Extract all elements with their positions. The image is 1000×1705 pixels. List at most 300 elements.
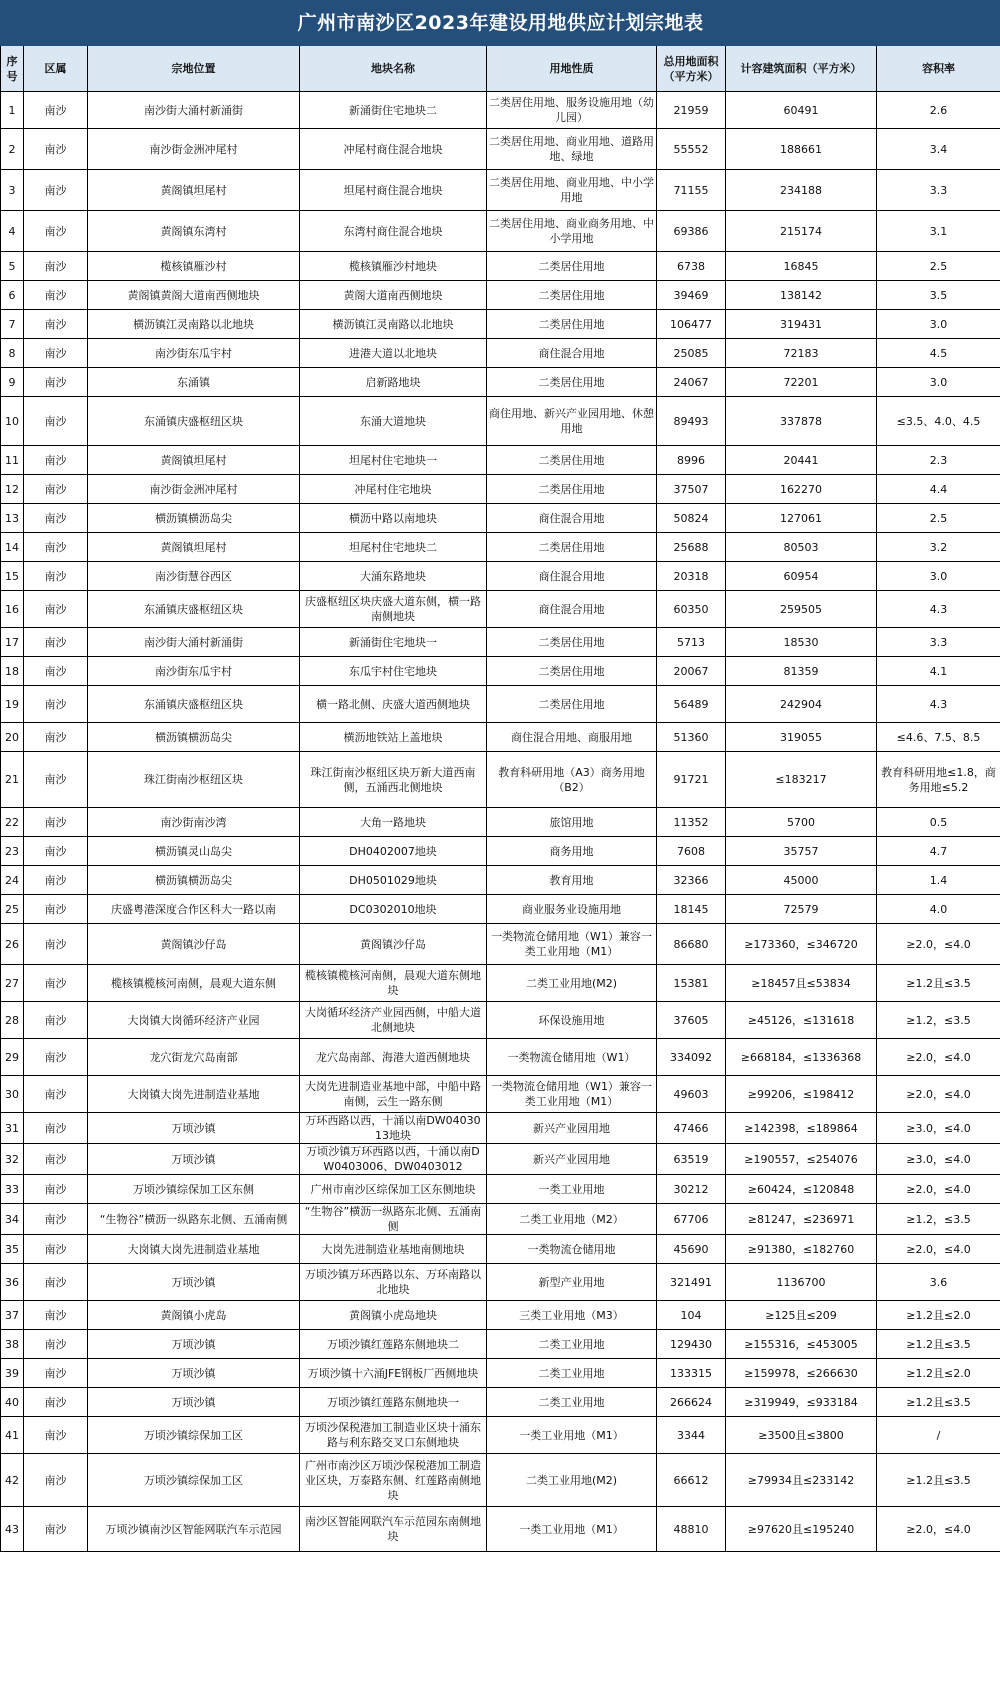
cell-name: DH0501029地块: [300, 866, 487, 895]
cell-name: 大岗先进制造业基地中部，中船中路南侧，云生一路东侧: [300, 1076, 487, 1113]
table-row: [1, 723, 1000, 752]
cell-district: 南沙: [24, 504, 88, 533]
cell-location: 万顷沙镇综保加工区: [88, 1417, 300, 1454]
cell-district: 南沙: [24, 723, 88, 752]
cell-location: 万顷沙镇: [88, 1388, 300, 1417]
cell-far: ≥1.2且≤3.5: [877, 965, 1000, 1002]
table-row: [1, 1002, 1000, 1039]
cell-seq: 27: [1, 965, 24, 1002]
cell-district: 南沙: [24, 895, 88, 924]
table-row: [1, 1264, 1000, 1301]
cell-district: 南沙: [24, 339, 88, 368]
cell-district: 南沙: [24, 368, 88, 397]
table-row: [1, 591, 1000, 628]
cell-district: 南沙: [24, 562, 88, 591]
cell-location: 庆盛粤港深度合作区科大一路以南: [88, 895, 300, 924]
cell-floor: 81359: [726, 657, 877, 686]
table-row: [1, 1204, 1000, 1235]
table-row: [1, 895, 1000, 924]
cell-seq: 33: [1, 1175, 24, 1204]
cell-floor: 337878: [726, 397, 877, 446]
table-row: [1, 752, 1000, 808]
cell-location: 万顷沙镇综保加工区东侧: [88, 1175, 300, 1204]
cell-far: ≤3.5、4.0、4.5: [877, 397, 1000, 446]
cell-floor: ≥60424，≤120848: [726, 1175, 877, 1204]
cell-district: 南沙: [24, 657, 88, 686]
cell-name: 新涌街住宅地块一: [300, 628, 487, 657]
cell-floor: 80503: [726, 533, 877, 562]
cell-name: “生物谷”横沥一纵路东北侧、五涌南侧: [300, 1204, 487, 1235]
cell-district: 南沙: [24, 1264, 88, 1301]
cell-area: 6738: [657, 252, 726, 281]
cell-floor: 5700: [726, 808, 877, 837]
header-far: 容积率: [877, 46, 1000, 92]
cell-floor: 16845: [726, 252, 877, 281]
cell-seq: 24: [1, 866, 24, 895]
table-row: [1, 310, 1000, 339]
cell-area: 71155: [657, 170, 726, 211]
cell-location: 万顷沙镇: [88, 1330, 300, 1359]
cell-far: /: [877, 1417, 1000, 1454]
table-row: [1, 475, 1000, 504]
cell-district: 南沙: [24, 533, 88, 562]
cell-seq: 40: [1, 1388, 24, 1417]
cell-area: 15381: [657, 965, 726, 1002]
cell-use: 新兴产业园用地: [487, 1113, 657, 1144]
cell-floor: 72201: [726, 368, 877, 397]
cell-floor: ≥79934且≤233142: [726, 1454, 877, 1507]
table-row: [1, 129, 1000, 170]
cell-use: 二类居住用地: [487, 252, 657, 281]
cell-district: 南沙: [24, 397, 88, 446]
cell-floor: 45000: [726, 866, 877, 895]
cell-name: 万顷沙镇十六涌JFE钢板厂西侧地块: [300, 1359, 487, 1388]
cell-use: 旅馆用地: [487, 808, 657, 837]
cell-district: 南沙: [24, 446, 88, 475]
cell-floor: ≥142398，≤189864: [726, 1113, 877, 1144]
cell-far: 4.5: [877, 339, 1000, 368]
cell-use: 商住混合用地: [487, 339, 657, 368]
cell-district: 南沙: [24, 1417, 88, 1454]
cell-use: 商住混合用地: [487, 562, 657, 591]
cell-district: 南沙: [24, 1076, 88, 1113]
cell-far: 3.2: [877, 533, 1000, 562]
table-row: [1, 1144, 1000, 1175]
cell-location: 黄阁镇坦尾村: [88, 446, 300, 475]
cell-far: 4.0: [877, 895, 1000, 924]
cell-use: 二类居住用地: [487, 686, 657, 723]
cell-district: 南沙: [24, 1359, 88, 1388]
cell-seq: 1: [1, 92, 24, 129]
cell-area: 49603: [657, 1076, 726, 1113]
cell-location: 珠江街南沙枢纽区块: [88, 752, 300, 808]
cell-far: 4.7: [877, 837, 1000, 866]
header-floor: 计容建筑面积（平方米）: [726, 46, 877, 92]
cell-area: 60350: [657, 591, 726, 628]
cell-floor: ≥99206，≤198412: [726, 1076, 877, 1113]
title-row: [1, 1, 1000, 46]
cell-name: 新涌街住宅地块二: [300, 92, 487, 129]
cell-seq: 5: [1, 252, 24, 281]
cell-district: 南沙: [24, 1330, 88, 1359]
cell-floor: ≥91380，≤182760: [726, 1235, 877, 1264]
cell-name: 大涌东路地块: [300, 562, 487, 591]
cell-far: 3.0: [877, 368, 1000, 397]
cell-far: ≥1.2，≤3.5: [877, 1204, 1000, 1235]
cell-name: 万环西路以西，十涌以南DW0403013地块: [300, 1113, 487, 1144]
cell-area: 18145: [657, 895, 726, 924]
cell-far: 4.1: [877, 657, 1000, 686]
cell-district: 南沙: [24, 1039, 88, 1076]
cell-seq: 41: [1, 1417, 24, 1454]
table-row: [1, 628, 1000, 657]
cell-use: 一类工业用地（M1）: [487, 1417, 657, 1454]
cell-use: 商务用地: [487, 837, 657, 866]
cell-use: 商业服务业设施用地: [487, 895, 657, 924]
cell-use: 二类工业用地: [487, 1330, 657, 1359]
cell-floor: ≥668184，≤1336368: [726, 1039, 877, 1076]
table-row: [1, 1235, 1000, 1264]
cell-location: 南沙街金洲冲尾村: [88, 475, 300, 504]
cell-area: 5713: [657, 628, 726, 657]
cell-name: 万顷沙镇万环西路以西，十涌以南DW0403006、DW0403012: [300, 1144, 487, 1175]
cell-district: 南沙: [24, 475, 88, 504]
cell-name: 冲尾村商住混合地块: [300, 129, 487, 170]
cell-seq: 23: [1, 837, 24, 866]
header-row: [1, 46, 1000, 92]
cell-far: 4.3: [877, 686, 1000, 723]
cell-name: 启新路地块: [300, 368, 487, 397]
cell-location: 万顷沙镇南沙区智能网联汽车示范园: [88, 1507, 300, 1552]
cell-name: 万顷沙镇红莲路东侧地块一: [300, 1388, 487, 1417]
cell-floor: ≥3500且≤3800: [726, 1417, 877, 1454]
cell-seq: 39: [1, 1359, 24, 1388]
cell-far: ≥1.2且≤3.5: [877, 1454, 1000, 1507]
cell-location: 东涌镇: [88, 368, 300, 397]
cell-floor: 20441: [726, 446, 877, 475]
table-row: [1, 1113, 1000, 1144]
cell-area: 66612: [657, 1454, 726, 1507]
cell-floor: 127061: [726, 504, 877, 533]
cell-seq: 3: [1, 170, 24, 211]
cell-seq: 43: [1, 1507, 24, 1552]
cell-name: 大岗先进制造业基地南侧地块: [300, 1235, 487, 1264]
cell-far: 3.3: [877, 628, 1000, 657]
cell-far: ≥3.0，≤4.0: [877, 1113, 1000, 1144]
cell-floor: ≥125且≤209: [726, 1301, 877, 1330]
cell-far: 教育科研用地≤1.8，商务用地≤5.2: [877, 752, 1000, 808]
cell-location: 东涌镇庆盛枢纽区块: [88, 686, 300, 723]
cell-floor: 138142: [726, 281, 877, 310]
cell-district: 南沙: [24, 281, 88, 310]
cell-location: 榄核镇雁沙村: [88, 252, 300, 281]
cell-location: 龙穴街龙穴岛南部: [88, 1039, 300, 1076]
cell-name: 坦尾村住宅地块一: [300, 446, 487, 475]
cell-name: 广州市南沙区综保加工区东侧地块: [300, 1175, 487, 1204]
cell-use: 二类居住用地、商业用地、道路用地、绿地: [487, 129, 657, 170]
cell-seq: 12: [1, 475, 24, 504]
cell-use: 教育用地: [487, 866, 657, 895]
table-row: [1, 397, 1000, 446]
cell-name: 横沥中路以南地块: [300, 504, 487, 533]
cell-far: ≥2.0，≤4.0: [877, 1175, 1000, 1204]
cell-seq: 17: [1, 628, 24, 657]
cell-district: 南沙: [24, 1454, 88, 1507]
cell-name: 横沥镇江灵南路以北地块: [300, 310, 487, 339]
cell-far: ≥3.0，≤4.0: [877, 1144, 1000, 1175]
cell-area: 86680: [657, 924, 726, 965]
cell-district: 南沙: [24, 1388, 88, 1417]
cell-seq: 28: [1, 1002, 24, 1039]
cell-seq: 31: [1, 1113, 24, 1144]
cell-far: 0.5: [877, 808, 1000, 837]
cell-use: 一类物流仓储用地: [487, 1235, 657, 1264]
cell-location: 万顷沙镇: [88, 1113, 300, 1144]
cell-far: 3.1: [877, 211, 1000, 252]
cell-location: 横沥镇江灵南路以北地块: [88, 310, 300, 339]
cell-area: 7608: [657, 837, 726, 866]
cell-far: ≥2.0，≤4.0: [877, 1076, 1000, 1113]
cell-location: 大岗镇大岗循环经济产业园: [88, 1002, 300, 1039]
cell-district: 南沙: [24, 1301, 88, 1330]
cell-far: ≥2.0，≤4.0: [877, 1039, 1000, 1076]
cell-district: 南沙: [24, 1235, 88, 1264]
table-row: [1, 211, 1000, 252]
cell-district: 南沙: [24, 686, 88, 723]
cell-floor: 35757: [726, 837, 877, 866]
cell-area: 321491: [657, 1264, 726, 1301]
cell-use: 商住混合用地、商服用地: [487, 723, 657, 752]
header-use: 用地性质: [487, 46, 657, 92]
cell-area: 25085: [657, 339, 726, 368]
cell-floor: ≥18457且≤53834: [726, 965, 877, 1002]
cell-district: 南沙: [24, 1144, 88, 1175]
cell-use: 二类居住用地: [487, 281, 657, 310]
cell-area: 69386: [657, 211, 726, 252]
cell-floor: 319431: [726, 310, 877, 339]
cell-far: ≥1.2且≤3.5: [877, 1330, 1000, 1359]
cell-use: 二类居住用地: [487, 475, 657, 504]
cell-floor: ≥45126，≤131618: [726, 1002, 877, 1039]
header-location: 宗地位置: [88, 46, 300, 92]
cell-floor: ≥81247，≤236971: [726, 1204, 877, 1235]
cell-far: 2.6: [877, 92, 1000, 129]
cell-district: 南沙: [24, 1204, 88, 1235]
cell-location: 黄阁镇坦尾村: [88, 170, 300, 211]
cell-name: 万顷沙镇红莲路东侧地块二: [300, 1330, 487, 1359]
cell-far: 2.3: [877, 446, 1000, 475]
cell-location: 万顷沙镇: [88, 1144, 300, 1175]
cell-floor: ≥97620且≤195240: [726, 1507, 877, 1552]
cell-seq: 13: [1, 504, 24, 533]
cell-floor: 1136700: [726, 1264, 877, 1301]
cell-seq: 19: [1, 686, 24, 723]
header-seq: 序号: [1, 46, 24, 92]
cell-location: 大岗镇大岗先进制造业基地: [88, 1235, 300, 1264]
cell-area: 89493: [657, 397, 726, 446]
cell-area: 106477: [657, 310, 726, 339]
cell-location: 横沥镇横沥岛尖: [88, 504, 300, 533]
cell-name: 进港大道以北地块: [300, 339, 487, 368]
cell-far: 3.6: [877, 1264, 1000, 1301]
cell-far: ≥2.0，≤4.0: [877, 924, 1000, 965]
cell-use: 二类工业用地（M2）: [487, 1204, 657, 1235]
cell-seq: 16: [1, 591, 24, 628]
table-row: [1, 686, 1000, 723]
cell-far: 4.3: [877, 591, 1000, 628]
table-row: [1, 562, 1000, 591]
cell-area: 48810: [657, 1507, 726, 1552]
cell-name: 横一路北侧、庆盛大道西侧地块: [300, 686, 487, 723]
cell-name: 东瓜宇村住宅地块: [300, 657, 487, 686]
cell-seq: 29: [1, 1039, 24, 1076]
cell-name: 黄阁大道南西侧地块: [300, 281, 487, 310]
table-row: [1, 504, 1000, 533]
cell-use: 三类工业用地（M3）: [487, 1301, 657, 1330]
cell-floor: 242904: [726, 686, 877, 723]
cell-name: 龙穴岛南部、海港大道西侧地块: [300, 1039, 487, 1076]
cell-name: 大岗循环经济产业园西侧，中船大道北侧地块: [300, 1002, 487, 1039]
cell-district: 南沙: [24, 628, 88, 657]
cell-area: 3344: [657, 1417, 726, 1454]
cell-seq: 7: [1, 310, 24, 339]
cell-seq: 9: [1, 368, 24, 397]
table-row: [1, 1175, 1000, 1204]
cell-name: 万顷沙镇万环西路以东、万环南路以北地块: [300, 1264, 487, 1301]
cell-far: 1.4: [877, 866, 1000, 895]
cell-floor: 215174: [726, 211, 877, 252]
cell-location: 万顷沙镇: [88, 1359, 300, 1388]
cell-area: 129430: [657, 1330, 726, 1359]
cell-area: 20318: [657, 562, 726, 591]
table-row: [1, 339, 1000, 368]
cell-area: 63519: [657, 1144, 726, 1175]
table-row: [1, 92, 1000, 129]
table-row: [1, 965, 1000, 1002]
cell-seq: 15: [1, 562, 24, 591]
cell-seq: 8: [1, 339, 24, 368]
cell-name: 冲尾村住宅地块: [300, 475, 487, 504]
cell-far: 3.5: [877, 281, 1000, 310]
cell-use: 二类居住用地: [487, 446, 657, 475]
table-row: [1, 170, 1000, 211]
cell-far: 2.5: [877, 504, 1000, 533]
table-row: [1, 533, 1000, 562]
header-area: 总用地面积（平方米）: [657, 46, 726, 92]
cell-area: 37605: [657, 1002, 726, 1039]
cell-area: 37507: [657, 475, 726, 504]
cell-location: 横沥镇横沥岛尖: [88, 866, 300, 895]
cell-floor: 188661: [726, 129, 877, 170]
cell-seq: 2: [1, 129, 24, 170]
cell-area: 20067: [657, 657, 726, 686]
cell-seq: 11: [1, 446, 24, 475]
cell-name: DH0402007地块: [300, 837, 487, 866]
cell-area: 334092: [657, 1039, 726, 1076]
cell-floor: ≥319949，≤933184: [726, 1388, 877, 1417]
cell-name: 广州市南沙区万顷沙保税港加工制造业区块，万泰路东侧、红莲路南侧地块: [300, 1454, 487, 1507]
cell-far: ≤4.6、7.5、8.5: [877, 723, 1000, 752]
cell-location: 横沥镇灵山岛尖: [88, 837, 300, 866]
table-row: [1, 1039, 1000, 1076]
cell-use: 一类物流仓储用地（W1）兼容一类工业用地（M1）: [487, 924, 657, 965]
cell-location: 榄核镇榄核河南侧，晨观大道东侧: [88, 965, 300, 1002]
cell-name: 大角一路地块: [300, 808, 487, 837]
cell-far: ≥1.2，≤3.5: [877, 1002, 1000, 1039]
cell-location: 东涌镇庆盛枢纽区块: [88, 397, 300, 446]
cell-use: 新兴产业园用地: [487, 1144, 657, 1175]
cell-use: 环保设施用地: [487, 1002, 657, 1039]
cell-use: 二类居住用地: [487, 657, 657, 686]
cell-floor: 319055: [726, 723, 877, 752]
cell-use: 二类居住用地、服务设施用地（幼儿园）: [487, 92, 657, 129]
cell-location: 东涌镇庆盛枢纽区块: [88, 591, 300, 628]
cell-district: 南沙: [24, 1002, 88, 1039]
cell-district: 南沙: [24, 1113, 88, 1144]
cell-name: 南沙区智能网联汽车示范园东南侧地块: [300, 1507, 487, 1552]
cell-seq: 25: [1, 895, 24, 924]
cell-seq: 20: [1, 723, 24, 752]
cell-seq: 21: [1, 752, 24, 808]
cell-use: 二类工业用地(M2): [487, 965, 657, 1002]
cell-location: 黄阁镇东湾村: [88, 211, 300, 252]
cell-floor: 60954: [726, 562, 877, 591]
cell-seq: 34: [1, 1204, 24, 1235]
cell-location: 南沙街南沙湾: [88, 808, 300, 837]
cell-location: 黄阁镇坦尾村: [88, 533, 300, 562]
table-row: [1, 924, 1000, 965]
cell-name: 东涌大道地块: [300, 397, 487, 446]
cell-name: 坦尾村住宅地块二: [300, 533, 487, 562]
cell-seq: 35: [1, 1235, 24, 1264]
cell-area: 55552: [657, 129, 726, 170]
cell-area: 47466: [657, 1113, 726, 1144]
cell-seq: 32: [1, 1144, 24, 1175]
cell-area: 45690: [657, 1235, 726, 1264]
cell-location: 万顷沙镇: [88, 1264, 300, 1301]
cell-far: ≥2.0，≤4.0: [877, 1235, 1000, 1264]
table-row: [1, 252, 1000, 281]
cell-far: 3.4: [877, 129, 1000, 170]
table-row: [1, 1454, 1000, 1507]
cell-name: 坦尾村商住混合地块: [300, 170, 487, 211]
cell-name: 庆盛枢纽区块庆盛大道东侧，横一路南侧地块: [300, 591, 487, 628]
cell-seq: 36: [1, 1264, 24, 1301]
cell-location: 黄阁镇小虎岛: [88, 1301, 300, 1330]
cell-location: 南沙街大涌村新涌街: [88, 628, 300, 657]
cell-use: 二类居住用地: [487, 368, 657, 397]
cell-use: 一类工业用地: [487, 1175, 657, 1204]
cell-floor: ≥155316，≤453005: [726, 1330, 877, 1359]
cell-area: 30212: [657, 1175, 726, 1204]
cell-area: 24067: [657, 368, 726, 397]
cell-district: 南沙: [24, 752, 88, 808]
cell-far: ≥1.2且≤3.5: [877, 1388, 1000, 1417]
cell-area: 51360: [657, 723, 726, 752]
cell-district: 南沙: [24, 837, 88, 866]
cell-area: 266624: [657, 1388, 726, 1417]
cell-seq: 10: [1, 397, 24, 446]
cell-far: ≥1.2且≤2.0: [877, 1301, 1000, 1330]
cell-area: 25688: [657, 533, 726, 562]
cell-seq: 30: [1, 1076, 24, 1113]
cell-seq: 37: [1, 1301, 24, 1330]
cell-far: ≥2.0，≤4.0: [877, 1507, 1000, 1552]
cell-name: 榄核镇雁沙村地块: [300, 252, 487, 281]
cell-location: 万顷沙镇综保加工区: [88, 1454, 300, 1507]
header-district: 区属: [24, 46, 88, 92]
table-row: [1, 1076, 1000, 1113]
